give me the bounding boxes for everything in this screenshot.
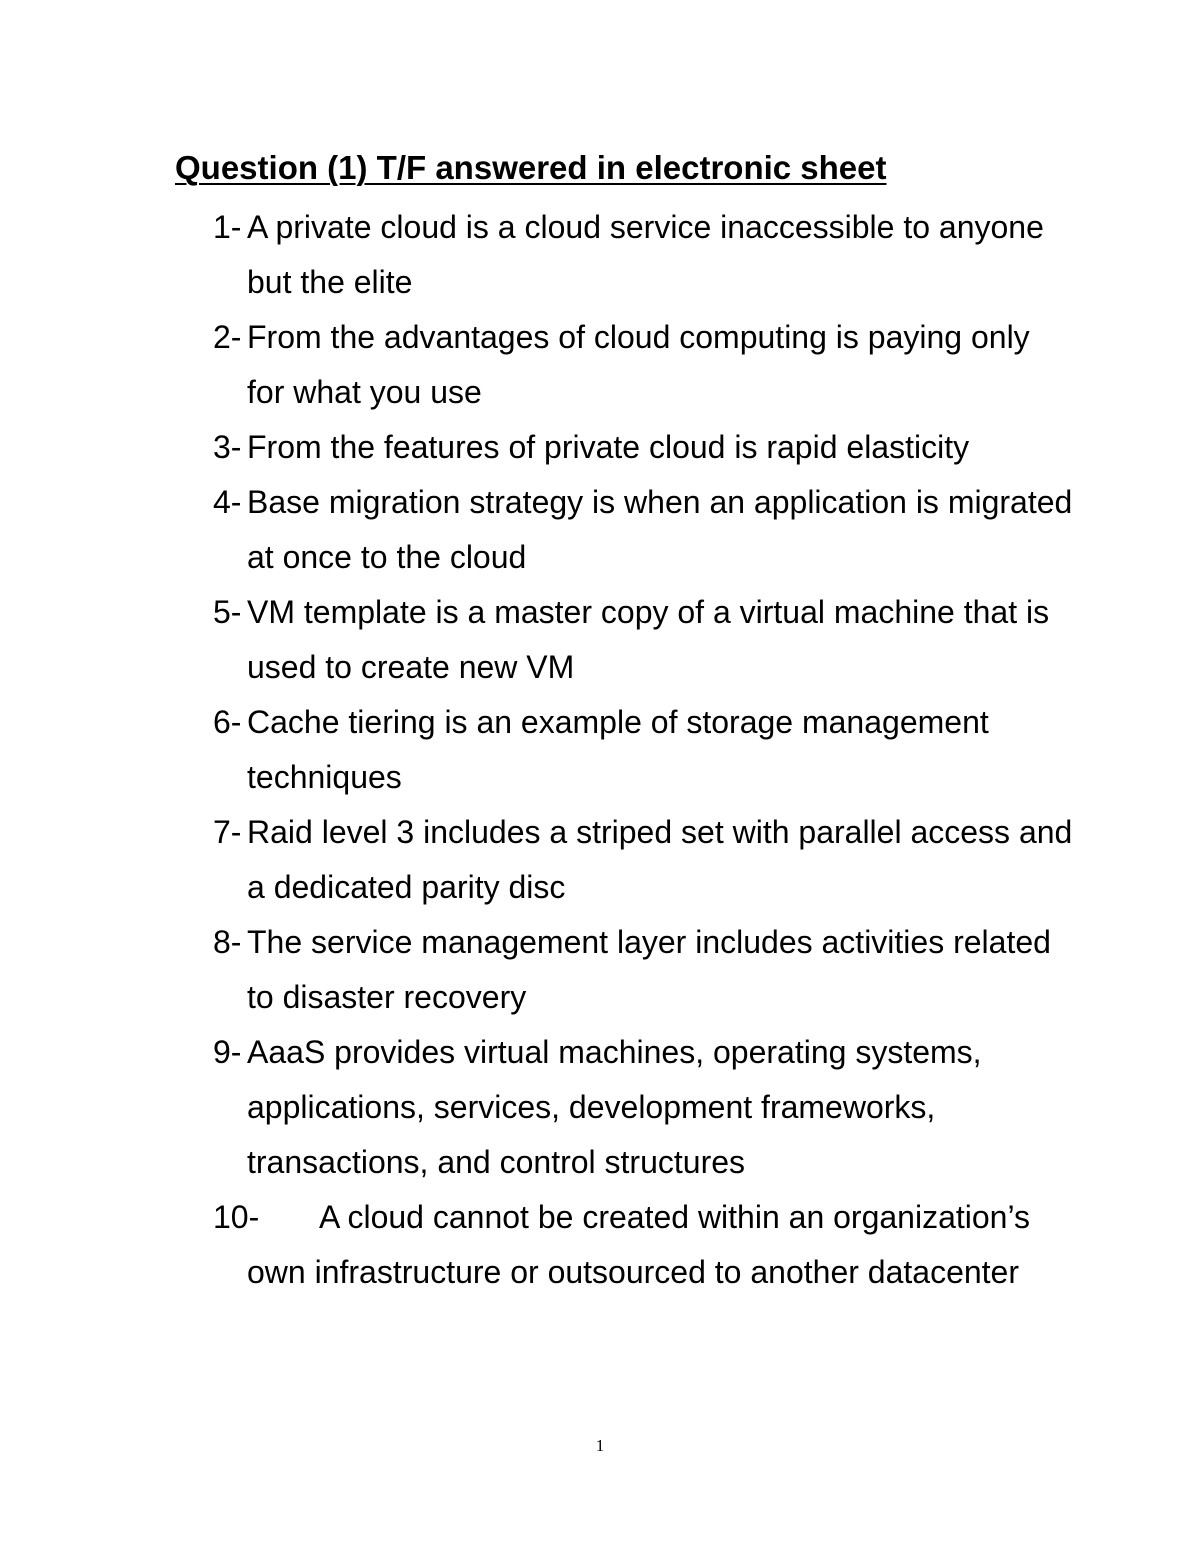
question-item xyxy=(213,310,1073,420)
question-item xyxy=(213,805,1073,915)
question-text-rest: organization’s own infrastructure or outsourced to another datacenter xyxy=(247,1199,1030,1290)
question-item xyxy=(213,695,1073,805)
question-item xyxy=(213,475,1073,585)
page-number: 1 xyxy=(595,1436,605,1455)
question-number: 5- xyxy=(213,594,242,630)
question-heading: Question (1) T/F answered in electronic sheet xyxy=(175,149,887,186)
question-text: The service management layer includes activities related to disaster recovery xyxy=(247,924,1051,1015)
question-item xyxy=(213,1025,1073,1190)
question-number: 8- xyxy=(213,924,242,960)
question-text: Raid level 3 includes a striped set with parallel access and a dedicated parity disc xyxy=(247,814,1073,905)
question-text xyxy=(247,1190,1073,1300)
question-text: VM template is a master copy of a virtual machine that is used to create new VM xyxy=(247,594,1050,685)
question-number: 2- xyxy=(213,319,242,355)
question-item xyxy=(213,200,1073,310)
question-text: A private cloud is a cloud service inaccessible to anyone but the elite xyxy=(247,209,1044,300)
question-text: AaaS provides virtual machines, operating systems, applications, services, development frameworks, transactions, and control structures xyxy=(247,1034,982,1180)
question-number: 4- xyxy=(213,484,242,520)
question-list xyxy=(213,200,1073,1300)
question-number: 3- xyxy=(213,429,242,465)
question-text-first-line: A cloud cannot be created within an xyxy=(319,1199,825,1235)
question-text: Base migration strategy is when an application is migrated at once to the cloud xyxy=(247,484,1073,575)
question-number: 1- xyxy=(213,209,242,245)
question-text: From the features of private cloud is rapid elasticity xyxy=(247,429,970,465)
question-item xyxy=(213,420,1073,475)
question-number: 10- xyxy=(213,1199,260,1235)
question-item xyxy=(213,1190,1073,1300)
question-number: 9- xyxy=(213,1034,242,1070)
question-text: From the advantages of cloud computing is paying only for what you use xyxy=(247,319,1030,410)
question-number: 7- xyxy=(213,814,242,850)
question-item xyxy=(213,915,1073,1025)
question-number: 6- xyxy=(213,704,242,740)
question-item xyxy=(213,585,1073,695)
question-text: Cache tiering is an example of storage management techniques xyxy=(247,704,989,795)
